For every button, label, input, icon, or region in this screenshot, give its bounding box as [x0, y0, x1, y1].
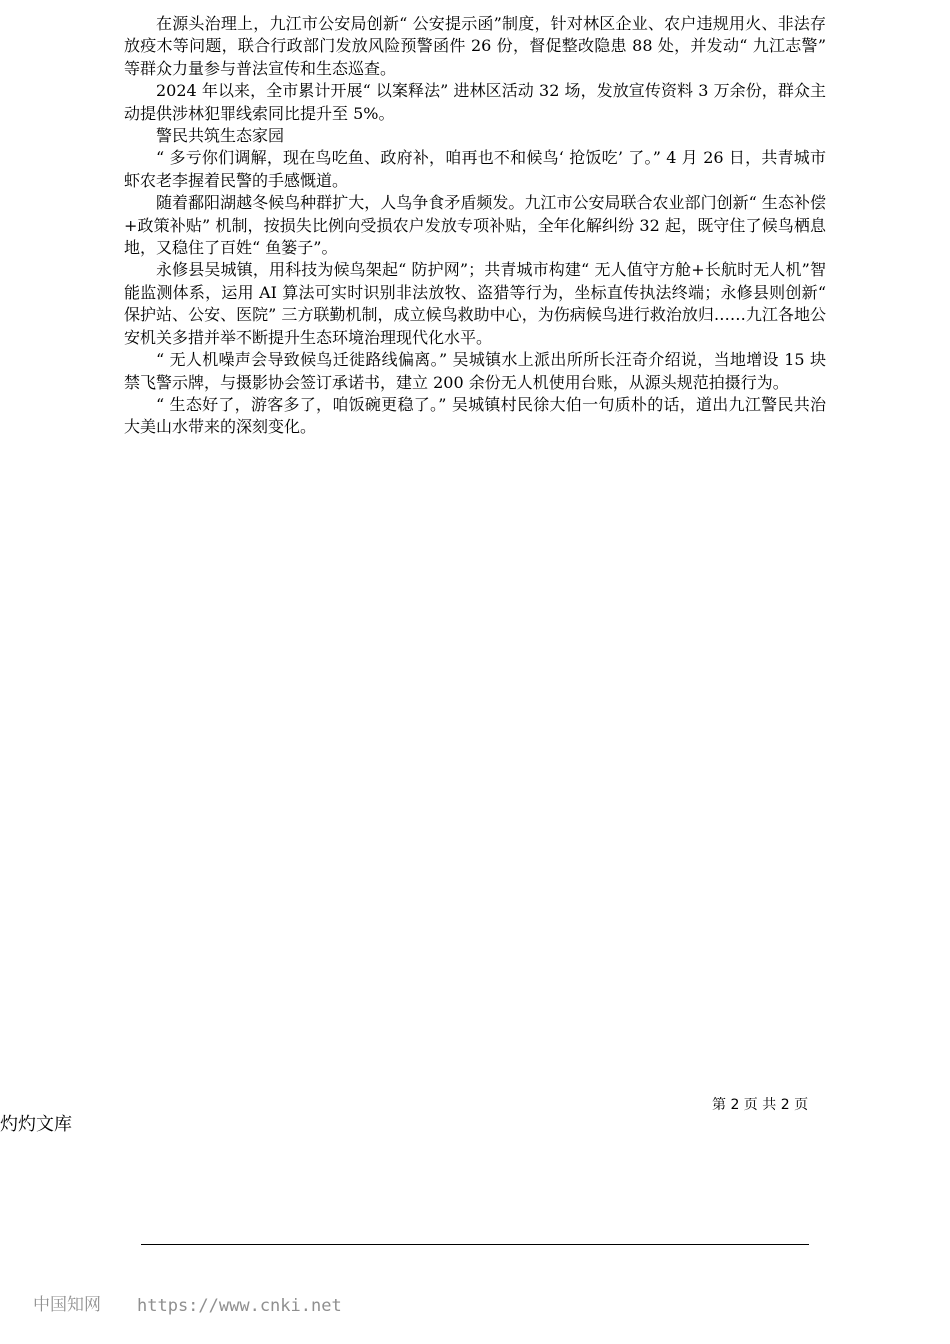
paragraph-tech-monitoring: 永修县吴城镇，用科技为候鸟架起“ 防护网”；共青城市构建“ 无人值守方舱+长航时无人机”智能监测体系，运用 AI 算法可实时识别非法放牧、盗猎等行为，坐标直传执法终端；永修县则创新“ 保护站、公安、医院” 三方联勤机制，成立候鸟救助中心，为伤病候鸟进行救治放归……九江各地公安机关多措并举不断提升生态环境治理现代化水平。 [124, 260, 826, 347]
watermark-text: 灼灼文库 [0, 1114, 72, 1135]
paragraph-drone-regulation: “ 无人机噪声会导致候鸟迁徙路线偏离。” 吴城镇水上派出所所长汪奇介绍说，当地增设 15 块禁飞警示牌，与摄影协会签订承诺书，建立 200 余份无人机使用台账，从源头规范拍摄行为。 [124, 350, 826, 392]
paragraph-compensation-mechanism: 随着鄱阳湖越冬候鸟种群扩大，人鸟争食矛盾频发。九江市公安局联合农业部门创新“ 生态补偿+政策补贴” 机制，按损失比例向受损农户发放专项补贴，全年化解纠纷 32 起，既守住了候鸟栖息地，又稳住了百姓“ 鱼篓子”。 [124, 193, 826, 258]
paragraph-villager-quote: “ 生态好了，游客多了，咱饭碗更稳了。” 吴城镇村民徐大伯一句质朴的话，道出九江警民共治大美山水带来的深刻变化。 [124, 394, 826, 437]
paragraph-publicity-results: 2024 年以来，全市累计开展“ 以案释法” 进林区活动 32 场，发放宣传资料 3 万余份，群众主动提供涉林犯罪线索同比提升至 5%。 [124, 81, 826, 123]
section-heading: 警民共筑生态家园 [156, 126, 285, 146]
footer-divider [141, 1244, 809, 1245]
footer-url: https://www.cnki.net [137, 1296, 342, 1316]
article-body [124, 13, 826, 439]
page-number: 第 2 页 共 2 页 [712, 1097, 809, 1113]
footer-source: 中国知网 [33, 1295, 101, 1315]
paragraph-farmer-quote: “ 多亏你们调解，现在鸟吃鱼、政府补，咱再也不和候鸟‘ 抢饭吃’ 了。” 4 月 26 日，共青城市虾农老李握着民警的手感慨道。 [124, 148, 826, 190]
paragraph-source-governance: 在源头治理上，九江市公安局创新“ 公安提示函”制度，针对林区企业、农户违规用火、非法存放疫木等问题，联合行政部门发放风险预警函件 26 份，督促整改隐患 88 处，并发动“ 九江志警” 等群众力量参与普法宣传和生态巡查。 [124, 14, 826, 78]
